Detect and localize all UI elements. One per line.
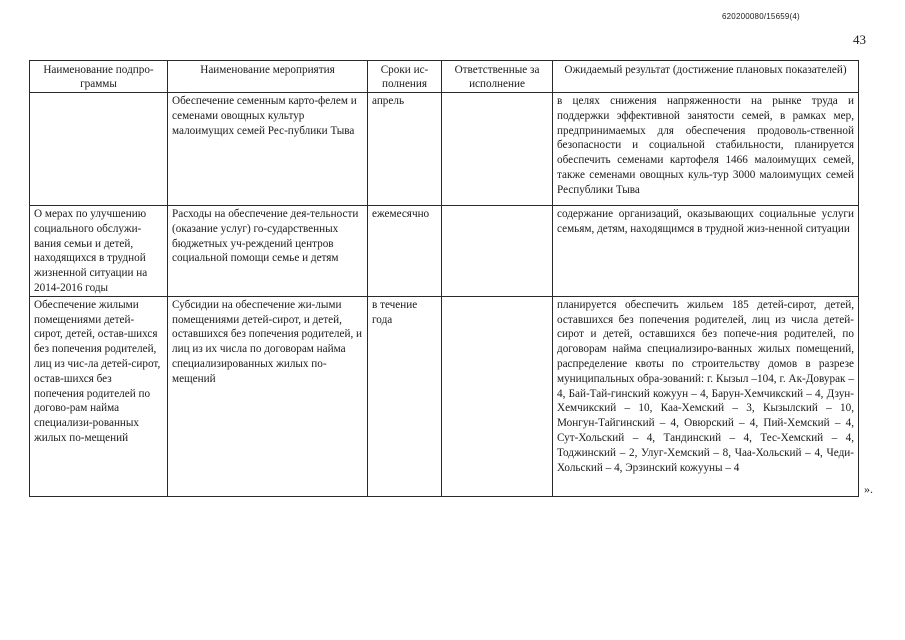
cell-responsible	[442, 93, 553, 206]
header-result: Ожидаемый результат (достижение плановых показателей)	[553, 61, 859, 93]
activities-table	[29, 60, 859, 497]
document-code: 620200080/15659(4)	[722, 12, 800, 21]
cell-responsible	[442, 206, 553, 297]
cell-result: в целях снижения напряженности на рынке труда и поддержки эффективной занятости семей, в рамках мер, предпринимаемых для обеспечения продоволь-ственной безопасности и социальной стабильности, планируется обеспечить семенами картофеля 1466 малоимущих семей, также семенами овощных куль-тур 3000 малоимущих семей Республики Тыва	[553, 93, 859, 206]
table-row	[30, 93, 859, 206]
cell-result: планируется обеспечить жильем 185 детей-сирот, детей, оставшихся без попечения родителей, лиц из числа детей-сирот и детей, оставшихся без попече-ния родителей, по договорам найма специализиро-ванных жилых помещений, распределение квоты по строительству домов в разрезе муниципальных обра-зований: г. Кызыл –104, г. Ак-Довурак – 4, Бай-Тай-гинский кожуун – 4, Барун-Хемчикский – 4, Дзун-Хемчикский – 10, Каа-Хемский – 3, Кызылский – 10, Монгун-Тайгинский – 4, Овюрский – 4, Пий-Хемский – 4, Сут-Хольский – 4, Тандинский – 4, Тес-Хемский – 4, Тоджинский – 2, Улуг-Хемский – 8, Чаа-Хольский – 4, Чеди-Хольский – 4, Эрзинский кожууны – 4	[553, 296, 859, 496]
cell-responsible	[442, 296, 553, 496]
table-row	[30, 296, 859, 496]
cell-subprogram	[30, 93, 168, 206]
cell-result: содержание организаций, оказывающих социальные услуги семьям, детям, находящимся в трудной жиз-ненной ситуации	[553, 206, 859, 297]
cell-subprogram: Обеспечение жилыми помещениями детей-сирот, детей, остав-шихся без попечения родителей, лиц из чис-ла детей-сирот, остав-шихся без попечения родителей по догово-рам найма специализи-рованных жилых по-мещений	[30, 296, 168, 496]
header-responsible: Ответственные за исполнение	[442, 61, 553, 93]
cell-subprogram: О мерах по улучшению социального обслужи-вания семьи и детей, находящихся в трудной жизненной ситуации на 2014-2016 годы	[30, 206, 168, 297]
page-number: 43	[853, 32, 866, 47]
cell-activity: Расходы на обеспечение дея-тельности (оказание услуг) го-сударственных бюджетных уч-реждений центров социальной помощи семье и детям	[168, 206, 368, 297]
table-row	[30, 206, 859, 297]
header-activity: Наименование мероприятия	[168, 61, 368, 93]
header-deadline: Сроки ис-полнения	[368, 61, 442, 93]
closing-quote: ».	[864, 482, 873, 496]
cell-deadline: в течение года	[368, 296, 442, 496]
cell-deadline: ежемесячно	[368, 206, 442, 297]
cell-activity: Субсидии на обеспечение жи-лыми помещениями детей-сирот, и детей, оставшихся без попечения родителей, и лиц из их числа по договорам найма специализированных жилых по-мещений	[168, 296, 368, 496]
table-header-row	[30, 61, 859, 93]
cell-deadline: апрель	[368, 93, 442, 206]
cell-activity: Обеспечение семенным карто-фелем и семенами овощных культур малоимущих семей Рес-публики Тыва	[168, 93, 368, 206]
header-subprogram: Наименование подпро-граммы	[30, 61, 168, 93]
